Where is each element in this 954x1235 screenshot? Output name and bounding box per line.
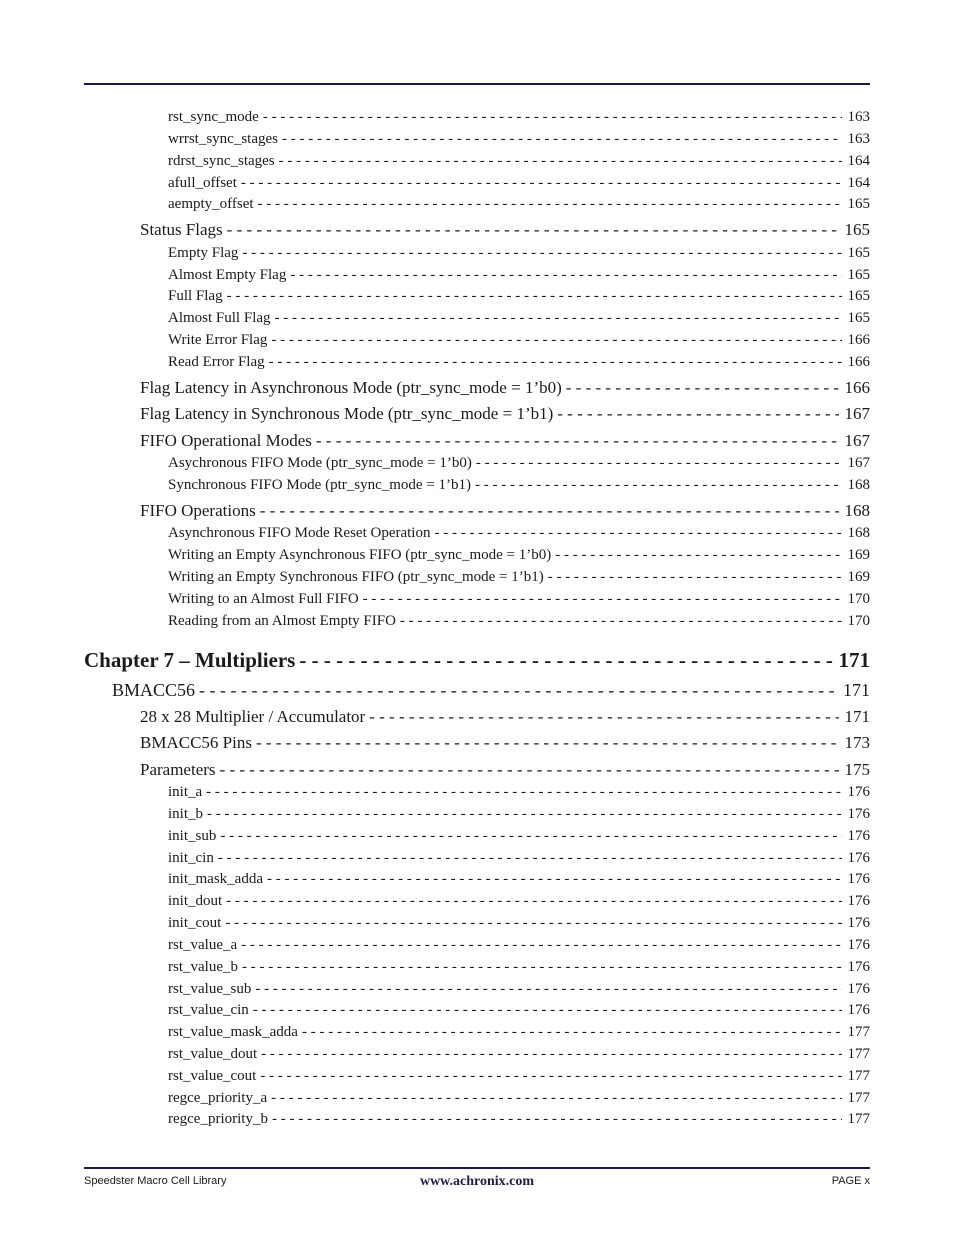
toc-entry-title: Synchronous FIFO Mode (ptr_sync_mode = 1’b1) (168, 477, 472, 493)
toc-entry-page-number: 171 (844, 707, 870, 726)
toc-dot-leader (242, 245, 841, 262)
toc-dot-leader (476, 455, 842, 472)
toc-entry-page-number: 176 (847, 959, 870, 975)
toc-entry[interactable] (168, 1111, 870, 1128)
toc-entry[interactable] (168, 1002, 870, 1019)
toc-entry-title: FIFO Operations (140, 501, 256, 520)
toc-dot-leader (271, 1090, 841, 1107)
toc-entry[interactable] (140, 431, 870, 451)
toc-entry-title: FIFO Operational Modes (140, 431, 312, 450)
toc-entry-page-number: 166 (844, 378, 870, 397)
toc-entry-page-number: 163 (847, 109, 870, 125)
toc-dot-leader (475, 477, 841, 494)
toc-dot-leader (256, 733, 839, 753)
toc-entry[interactable] (140, 760, 870, 780)
toc-entry-page-number: 177 (847, 1068, 870, 1084)
toc-entry[interactable] (140, 220, 870, 240)
toc-entry-title: Read Error Flag (168, 354, 265, 370)
toc-entry-page-number: 176 (847, 806, 870, 822)
toc-dot-leader (275, 310, 842, 327)
toc-dot-leader (241, 175, 842, 192)
toc-entry-title: init_mask_adda (168, 871, 263, 887)
toc-dot-leader (220, 828, 841, 845)
toc-dot-leader (207, 806, 841, 823)
toc-entry-page-number: 170 (847, 591, 870, 607)
toc-entry-title: Writing to an Almost Full FIFO (168, 591, 359, 607)
toc-entry[interactable] (168, 1046, 870, 1063)
toc-entry-title: Parameters (140, 760, 216, 779)
toc-entry-title: rst_sync_mode (168, 109, 259, 125)
toc-entry-page-number: 171 (843, 680, 870, 700)
toc-entry-title: rst_value_mask_adda (168, 1024, 298, 1040)
toc-dot-leader (253, 1002, 842, 1019)
toc-entry-title: init_cout (168, 915, 222, 931)
toc-entry-title: BMACC56 (112, 680, 196, 700)
toc-dot-leader (227, 220, 839, 240)
toc-entry-title: rst_value_cin (168, 1002, 249, 1018)
toc-dot-leader (220, 760, 839, 780)
toc-dot-leader (282, 131, 842, 148)
toc-entry-title: Flag Latency in Synchronous Mode (ptr_sync_mode = 1’b1) (140, 404, 554, 423)
toc-entry[interactable] (168, 267, 870, 284)
toc-entry-title: Asychronous FIFO Mode (ptr_sync_mode = 1’b0) (168, 455, 472, 471)
toc-entry-title: aempty_offset (168, 196, 254, 212)
toc-entry-page-number: 167 (844, 404, 870, 423)
toc-entry-page-number: 164 (847, 153, 870, 169)
toc-entry[interactable] (168, 196, 870, 213)
toc-entry[interactable] (168, 354, 870, 371)
toc-entry[interactable] (168, 893, 870, 910)
toc-entry-page-number: 165 (847, 196, 870, 212)
toc-entry-title: Writing an Empty Asynchronous FIFO (ptr_sync_mode = 1’b0) (168, 547, 552, 563)
toc-entry-title: BMACC56 Pins (140, 733, 252, 752)
toc-dot-leader (290, 267, 841, 284)
toc-entry[interactable] (168, 455, 870, 472)
toc-entry-title: Almost Full Flag (168, 310, 271, 326)
toc-entry[interactable] (168, 175, 870, 192)
toc-entry[interactable] (168, 288, 870, 305)
toc-entry-page-number: 165 (847, 245, 870, 261)
toc-entry-page-number: 176 (847, 850, 870, 866)
toc-entry-page-number: 176 (847, 915, 870, 931)
toc-entry-page-number: 171 (838, 648, 870, 672)
toc-entry-title: Reading from an Almost Empty FIFO (168, 613, 396, 629)
toc-dot-leader (226, 893, 841, 910)
toc-entry-title: init_a (168, 784, 203, 800)
toc-dot-leader (400, 613, 842, 630)
toc-dot-leader (261, 1046, 841, 1063)
toc-entry-page-number: 177 (847, 1090, 870, 1106)
toc-entry[interactable] (168, 828, 870, 845)
toc-dot-leader (279, 153, 842, 170)
toc-dot-leader (557, 404, 838, 424)
toc-dot-leader (566, 378, 839, 398)
toc-entry-page-number: 165 (847, 267, 870, 283)
toc-entry-title: rst_value_b (168, 959, 238, 975)
footer-doc-title: Speedster Macro Cell Library (84, 1175, 227, 1187)
toc-entry-title: rst_value_cout (168, 1068, 257, 1084)
toc-entry[interactable] (140, 707, 870, 727)
toc-entry[interactable] (168, 871, 870, 888)
toc-dot-leader (271, 332, 841, 349)
toc-dot-leader (369, 707, 838, 727)
toc-entry[interactable] (168, 153, 870, 170)
toc-entry-title: Empty Flag (168, 245, 239, 261)
toc-entry-title: init_b (168, 806, 204, 822)
toc-dot-leader (260, 501, 839, 521)
toc-entry-page-number: 166 (847, 354, 870, 370)
toc-entry-page-number: 166 (847, 332, 870, 348)
toc-entry-page-number: 163 (847, 131, 870, 147)
toc-entry-page-number: 165 (844, 220, 870, 239)
toc-entry-title: Write Error Flag (168, 332, 268, 348)
toc-entry[interactable] (168, 131, 870, 148)
toc-entry-page-number: 165 (847, 288, 870, 304)
toc-dot-leader (272, 1111, 842, 1128)
toc-dot-leader (241, 937, 841, 954)
toc-entry-title: Flag Latency in Asynchronous Mode (ptr_sync_mode = 1’b0) (140, 378, 562, 397)
toc-entry[interactable] (168, 547, 870, 564)
toc-entry-page-number: 164 (847, 175, 870, 191)
toc-entry[interactable] (140, 501, 870, 521)
toc-entry-title: rst_value_sub (168, 981, 252, 997)
toc-entry-title: init_cin (168, 850, 214, 866)
toc-dot-leader (218, 850, 842, 867)
toc-entry-title: regce_priority_a (168, 1090, 268, 1106)
toc-dot-leader (299, 648, 832, 673)
toc-entry-page-number: 177 (847, 1046, 870, 1062)
toc-dot-leader (269, 354, 842, 371)
toc-entry[interactable] (168, 525, 870, 542)
toc-dot-leader (263, 109, 842, 126)
toc-entry-page-number: 165 (847, 310, 870, 326)
toc-entry[interactable] (168, 915, 870, 932)
toc-entry[interactable] (168, 613, 870, 630)
toc-entry-title: wrrst_sync_stages (168, 131, 278, 147)
toc-entry-title: rst_value_dout (168, 1046, 258, 1062)
toc-entry-page-number: 176 (847, 1002, 870, 1018)
toc-entry-page-number: 173 (844, 733, 870, 752)
toc-entry-page-number: 177 (847, 1024, 870, 1040)
toc-entry-title: 28 x 28 Multiplier / Accumulator (140, 707, 366, 726)
toc-entry-title: Status Flags (140, 220, 223, 239)
toc-entry-page-number: 176 (847, 828, 870, 844)
toc-entry-page-number: 168 (844, 501, 870, 520)
toc-entry-page-number: 175 (844, 760, 870, 779)
toc-entry[interactable] (140, 378, 870, 398)
toc-dot-leader (199, 680, 837, 701)
toc-dot-leader (555, 547, 841, 564)
toc-dot-leader (260, 1068, 841, 1085)
toc-dot-leader (225, 915, 841, 932)
toc-dot-leader (227, 288, 842, 305)
toc-chapter-entry[interactable] (84, 648, 870, 673)
toc-entry-title: Full Flag (168, 288, 223, 304)
toc-entry-title: init_dout (168, 893, 223, 909)
toc-entry-page-number: 167 (844, 431, 870, 450)
toc-entry-page-number: 169 (847, 547, 870, 563)
toc-entry-title: rst_value_a (168, 937, 238, 953)
toc-dot-leader (242, 959, 842, 976)
toc-entry-title: Asynchronous FIFO Mode Reset Operation (168, 525, 431, 541)
toc-dot-leader (206, 784, 841, 801)
toc-dot-leader (548, 569, 842, 586)
footer-rule (84, 1167, 870, 1169)
toc-dot-leader (363, 591, 842, 608)
toc-entry[interactable] (168, 1024, 870, 1041)
header-rule (84, 83, 870, 85)
toc-entry-page-number: 176 (847, 871, 870, 887)
toc-entry-title: regce_priority_b (168, 1111, 268, 1127)
toc-entry[interactable] (168, 477, 870, 494)
toc-entry-page-number: 169 (847, 569, 870, 585)
toc-entry-page-number: 177 (847, 1111, 870, 1127)
toc-entry-title: init_sub (168, 828, 217, 844)
toc-entry[interactable] (168, 850, 870, 867)
toc-entry[interactable] (168, 806, 870, 823)
toc-entry-page-number: 168 (847, 525, 870, 541)
toc-entry-title: afull_offset (168, 175, 237, 191)
toc-entry-page-number: 176 (847, 937, 870, 953)
toc-dot-leader (267, 871, 842, 888)
toc-entry[interactable] (168, 981, 870, 998)
footer-website-link[interactable]: www.achronix.com (419, 1174, 535, 1189)
toc-entry[interactable] (168, 310, 870, 327)
toc-entry-page-number: 176 (847, 981, 870, 997)
toc-entry[interactable] (168, 959, 870, 976)
toc-entry[interactable] (168, 591, 870, 608)
toc-entry[interactable] (168, 332, 870, 349)
toc-entry-page-number: 168 (847, 477, 870, 493)
toc-entry[interactable] (168, 109, 870, 126)
toc-entry-page-number: 176 (847, 893, 870, 909)
toc-dot-leader (302, 1024, 842, 1041)
toc-entry[interactable] (168, 937, 870, 954)
toc-dot-leader (258, 196, 842, 213)
toc-entry[interactable] (168, 569, 870, 586)
toc-entry[interactable] (168, 1090, 870, 1107)
toc-entry-title: Writing an Empty Synchronous FIFO (ptr_sync_mode = 1’b1) (168, 569, 544, 585)
toc-entry[interactable] (168, 245, 870, 262)
toc-entry[interactable] (168, 784, 870, 801)
toc-entry-title: Almost Empty Flag (168, 267, 287, 283)
toc-entry[interactable] (168, 1068, 870, 1085)
toc-entry-page-number: 167 (847, 455, 870, 471)
toc-dot-leader (434, 525, 841, 542)
toc-entry[interactable] (112, 680, 870, 701)
toc-dot-leader (316, 431, 839, 451)
toc-entry-page-number: 170 (847, 613, 870, 629)
toc-entry-title: rdrst_sync_stages (168, 153, 275, 169)
toc-entry-title: Chapter 7 – Multipliers (84, 648, 296, 672)
toc-entry[interactable] (140, 404, 870, 424)
toc-entry[interactable] (140, 733, 870, 753)
footer-page-number: PAGE x (831, 1175, 870, 1187)
toc-entry-page-number: 176 (847, 784, 870, 800)
toc-dot-leader (255, 981, 841, 998)
